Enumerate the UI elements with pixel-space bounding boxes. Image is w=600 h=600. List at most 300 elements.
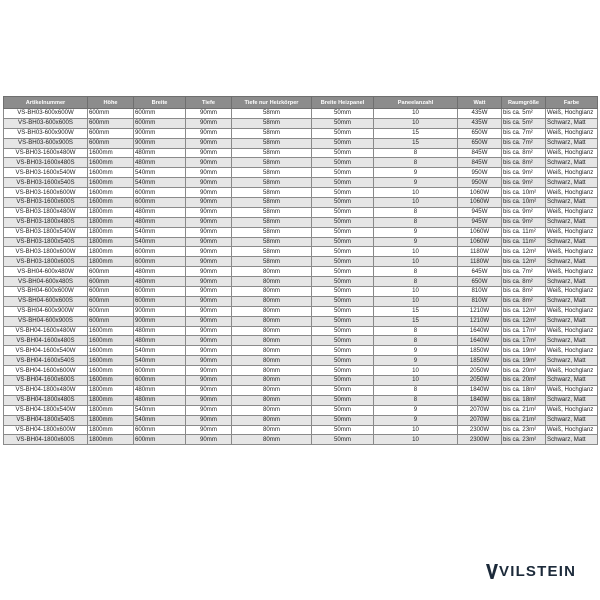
cell-breite: 480mm	[134, 277, 186, 287]
cell-farbe: Weiß, Hochglanz	[546, 168, 598, 178]
cell-artikelnummer: VS-BH04-1800x540W	[4, 405, 88, 415]
cell-paneelanzahl: 10	[374, 198, 458, 208]
cell-raumgroesse: bis ca. 10m²	[502, 198, 546, 208]
logo-wordmark: VILSTEIN	[499, 563, 577, 580]
cell-raumgroesse: bis ca. 12m²	[502, 306, 546, 316]
table-row	[4, 128, 598, 138]
cell-raumgroesse: bis ca. 11m²	[502, 227, 546, 237]
cell-raumgroesse: bis ca. 20m²	[502, 366, 546, 376]
cell-hoehe: 600mm	[88, 296, 134, 306]
table-row	[4, 257, 598, 267]
cell-breite: 540mm	[134, 178, 186, 188]
cell-paneelanzahl: 10	[374, 296, 458, 306]
cell-breite: 900mm	[134, 138, 186, 148]
cell-artikelnummer: VS-BH04-1800x540S	[4, 415, 88, 425]
cell-raumgroesse: bis ca. 20m²	[502, 376, 546, 386]
cell-farbe: Schwarz, Matt	[546, 316, 598, 326]
cell-watt: 2070W	[458, 415, 502, 425]
cell-paneelanzahl: 9	[374, 178, 458, 188]
cell-hoehe: 1800mm	[88, 227, 134, 237]
header-tiefe: Tiefe	[186, 97, 232, 109]
cell-farbe: Weiß, Hochglanz	[546, 267, 598, 277]
cell-tiefe-heizkoerper: 58mm	[232, 198, 312, 208]
product-spec-table	[3, 96, 598, 445]
cell-tiefe-heizkoerper: 80mm	[232, 395, 312, 405]
header-hoehe: Höhe	[88, 97, 134, 109]
cell-breite-heizpanel: 50mm	[312, 425, 374, 435]
cell-tiefe: 90mm	[186, 158, 232, 168]
cell-raumgroesse: bis ca. 23m²	[502, 435, 546, 445]
cell-watt: 645W	[458, 267, 502, 277]
cell-raumgroesse: bis ca. 19m²	[502, 356, 546, 366]
table-row	[4, 415, 598, 425]
cell-farbe: Weiß, Hochglanz	[546, 366, 598, 376]
cell-hoehe: 1800mm	[88, 237, 134, 247]
cell-farbe: Weiß, Hochglanz	[546, 207, 598, 217]
cell-breite: 600mm	[134, 198, 186, 208]
cell-tiefe-heizkoerper: 58mm	[232, 237, 312, 247]
table-row	[4, 366, 598, 376]
cell-watt: 945W	[458, 207, 502, 217]
cell-watt: 2300W	[458, 435, 502, 445]
cell-paneelanzahl: 8	[374, 148, 458, 158]
cell-breite: 540mm	[134, 415, 186, 425]
table-row	[4, 405, 598, 415]
cell-breite-heizpanel: 50mm	[312, 257, 374, 267]
cell-raumgroesse: bis ca. 7m²	[502, 138, 546, 148]
table-row	[4, 178, 598, 188]
cell-raumgroesse: bis ca. 23m²	[502, 425, 546, 435]
cell-farbe: Schwarz, Matt	[546, 336, 598, 346]
cell-paneelanzahl: 10	[374, 257, 458, 267]
cell-paneelanzahl: 8	[374, 395, 458, 405]
cell-farbe: Weiß, Hochglanz	[546, 227, 598, 237]
cell-farbe: Schwarz, Matt	[546, 395, 598, 405]
cell-breite-heizpanel: 50mm	[312, 217, 374, 227]
cell-raumgroesse: bis ca. 11m²	[502, 237, 546, 247]
cell-tiefe-heizkoerper: 80mm	[232, 326, 312, 336]
cell-breite-heizpanel: 50mm	[312, 138, 374, 148]
cell-paneelanzahl: 15	[374, 128, 458, 138]
cell-hoehe: 1800mm	[88, 247, 134, 257]
cell-tiefe: 90mm	[186, 148, 232, 158]
cell-farbe: Weiß, Hochglanz	[546, 385, 598, 395]
cell-paneelanzahl: 8	[374, 326, 458, 336]
cell-paneelanzahl: 10	[374, 188, 458, 198]
cell-hoehe: 1800mm	[88, 385, 134, 395]
cell-tiefe-heizkoerper: 58mm	[232, 217, 312, 227]
cell-breite: 900mm	[134, 316, 186, 326]
cell-breite-heizpanel: 50mm	[312, 178, 374, 188]
cell-artikelnummer: VS-BH03-1600x540W	[4, 168, 88, 178]
cell-hoehe: 600mm	[88, 267, 134, 277]
cell-breite-heizpanel: 50mm	[312, 198, 374, 208]
cell-breite-heizpanel: 50mm	[312, 148, 374, 158]
header-breite: Breite	[134, 97, 186, 109]
cell-watt: 1210W	[458, 306, 502, 316]
cell-raumgroesse: bis ca. 21m²	[502, 415, 546, 425]
cell-breite-heizpanel: 50mm	[312, 385, 374, 395]
table-row	[4, 306, 598, 316]
cell-paneelanzahl: 10	[374, 425, 458, 435]
cell-tiefe: 90mm	[186, 376, 232, 386]
cell-breite: 480mm	[134, 326, 186, 336]
cell-watt: 2050W	[458, 366, 502, 376]
cell-farbe: Schwarz, Matt	[546, 376, 598, 386]
cell-hoehe: 1600mm	[88, 148, 134, 158]
cell-hoehe: 1600mm	[88, 366, 134, 376]
cell-breite: 480mm	[134, 395, 186, 405]
table-row	[4, 346, 598, 356]
cell-artikelnummer: VS-BH04-600x600W	[4, 287, 88, 297]
table-row	[4, 435, 598, 445]
cell-breite: 540mm	[134, 227, 186, 237]
cell-breite: 600mm	[134, 247, 186, 257]
cell-farbe: Schwarz, Matt	[546, 435, 598, 445]
cell-artikelnummer: VS-BH03-1600x600S	[4, 198, 88, 208]
cell-breite: 900mm	[134, 128, 186, 138]
cell-raumgroesse: bis ca. 19m²	[502, 346, 546, 356]
cell-watt: 1060W	[458, 237, 502, 247]
cell-hoehe: 1600mm	[88, 326, 134, 336]
cell-hoehe: 1800mm	[88, 405, 134, 415]
cell-tiefe: 90mm	[186, 118, 232, 128]
cell-hoehe: 600mm	[88, 316, 134, 326]
cell-farbe: Schwarz, Matt	[546, 257, 598, 267]
cell-hoehe: 1800mm	[88, 395, 134, 405]
cell-breite-heizpanel: 50mm	[312, 168, 374, 178]
cell-tiefe-heizkoerper: 80mm	[232, 356, 312, 366]
cell-watt: 435W	[458, 118, 502, 128]
cell-raumgroesse: bis ca. 8m²	[502, 158, 546, 168]
cell-breite: 600mm	[134, 296, 186, 306]
table-row	[4, 237, 598, 247]
cell-breite: 540mm	[134, 168, 186, 178]
table-row	[4, 109, 598, 119]
cell-artikelnummer: VS-BH03-600x900W	[4, 128, 88, 138]
cell-farbe: Weiß, Hochglanz	[546, 405, 598, 415]
cell-watt: 810W	[458, 287, 502, 297]
cell-raumgroesse: bis ca. 12m²	[502, 257, 546, 267]
cell-paneelanzahl: 9	[374, 237, 458, 247]
header-tiefe-heizkoerper: Tiefe nur Heizkörper	[232, 97, 312, 109]
cell-tiefe: 90mm	[186, 128, 232, 138]
cell-watt: 950W	[458, 168, 502, 178]
cell-tiefe-heizkoerper: 58mm	[232, 138, 312, 148]
cell-breite: 480mm	[134, 217, 186, 227]
cell-farbe: Schwarz, Matt	[546, 138, 598, 148]
cell-tiefe: 90mm	[186, 405, 232, 415]
cell-watt: 2070W	[458, 405, 502, 415]
cell-watt: 945W	[458, 217, 502, 227]
cell-breite-heizpanel: 50mm	[312, 376, 374, 386]
cell-farbe: Weiß, Hochglanz	[546, 247, 598, 257]
cell-breite: 600mm	[134, 188, 186, 198]
cell-breite: 600mm	[134, 109, 186, 119]
cell-tiefe-heizkoerper: 80mm	[232, 366, 312, 376]
cell-paneelanzahl: 10	[374, 376, 458, 386]
cell-paneelanzahl: 10	[374, 118, 458, 128]
table-row	[4, 425, 598, 435]
header-paneelanzahl: Paneelanzahl	[374, 97, 458, 109]
cell-breite: 600mm	[134, 257, 186, 267]
cell-raumgroesse: bis ca. 7m²	[502, 267, 546, 277]
cell-watt: 1210W	[458, 316, 502, 326]
cell-tiefe: 90mm	[186, 306, 232, 316]
header-raumgroesse: Raumgröße	[502, 97, 546, 109]
cell-watt: 650W	[458, 277, 502, 287]
cell-breite: 900mm	[134, 306, 186, 316]
cell-paneelanzahl: 15	[374, 138, 458, 148]
cell-breite-heizpanel: 50mm	[312, 296, 374, 306]
cell-farbe: Weiß, Hochglanz	[546, 306, 598, 316]
cell-artikelnummer: VS-BH04-1800x480S	[4, 395, 88, 405]
cell-farbe: Weiß, Hochglanz	[546, 287, 598, 297]
cell-hoehe: 1600mm	[88, 158, 134, 168]
cell-tiefe: 90mm	[186, 296, 232, 306]
cell-tiefe-heizkoerper: 58mm	[232, 158, 312, 168]
cell-paneelanzahl: 8	[374, 207, 458, 217]
cell-breite-heizpanel: 50mm	[312, 118, 374, 128]
cell-raumgroesse: bis ca. 18m²	[502, 395, 546, 405]
cell-breite: 600mm	[134, 425, 186, 435]
cell-tiefe: 90mm	[186, 425, 232, 435]
cell-hoehe: 1600mm	[88, 198, 134, 208]
cell-paneelanzahl: 9	[374, 415, 458, 425]
cell-artikelnummer: VS-BH03-1600x600W	[4, 188, 88, 198]
cell-breite: 480mm	[134, 148, 186, 158]
table-row	[4, 336, 598, 346]
cell-tiefe-heizkoerper: 80mm	[232, 415, 312, 425]
cell-tiefe-heizkoerper: 80mm	[232, 425, 312, 435]
cell-farbe: Weiß, Hochglanz	[546, 128, 598, 138]
cell-breite-heizpanel: 50mm	[312, 356, 374, 366]
cell-raumgroesse: bis ca. 5m²	[502, 118, 546, 128]
cell-hoehe: 1800mm	[88, 207, 134, 217]
cell-watt: 845W	[458, 148, 502, 158]
cell-hoehe: 1800mm	[88, 435, 134, 445]
cell-watt: 950W	[458, 178, 502, 188]
cell-watt: 1060W	[458, 227, 502, 237]
cell-artikelnummer: VS-BH04-600x600S	[4, 296, 88, 306]
cell-artikelnummer: VS-BH04-1600x600S	[4, 376, 88, 386]
cell-watt: 810W	[458, 296, 502, 306]
cell-paneelanzahl: 9	[374, 168, 458, 178]
cell-artikelnummer: VS-BH03-1600x540S	[4, 178, 88, 188]
table-row	[4, 188, 598, 198]
table-row	[4, 385, 598, 395]
cell-artikelnummer: VS-BH03-1600x480W	[4, 148, 88, 158]
cell-raumgroesse: bis ca. 9m²	[502, 217, 546, 227]
header-watt: Watt	[458, 97, 502, 109]
cell-breite-heizpanel: 50mm	[312, 247, 374, 257]
cell-tiefe: 90mm	[186, 138, 232, 148]
header-farbe: Farbe	[546, 97, 598, 109]
cell-artikelnummer: VS-BH04-600x900S	[4, 316, 88, 326]
cell-artikelnummer: VS-BH03-1800x480W	[4, 207, 88, 217]
cell-farbe: Weiß, Hochglanz	[546, 425, 598, 435]
cell-artikelnummer: VS-BH03-600x900S	[4, 138, 88, 148]
cell-watt: 1180W	[458, 247, 502, 257]
cell-paneelanzahl: 8	[374, 267, 458, 277]
cell-tiefe-heizkoerper: 80mm	[232, 316, 312, 326]
cell-farbe: Schwarz, Matt	[546, 158, 598, 168]
cell-breite: 540mm	[134, 405, 186, 415]
cell-paneelanzahl: 8	[374, 336, 458, 346]
cell-watt: 1060W	[458, 198, 502, 208]
cell-hoehe: 1800mm	[88, 257, 134, 267]
cell-raumgroesse: bis ca. 12m²	[502, 316, 546, 326]
cell-tiefe-heizkoerper: 58mm	[232, 207, 312, 217]
cell-artikelnummer: VS-BH04-1800x480W	[4, 385, 88, 395]
cell-farbe: Schwarz, Matt	[546, 296, 598, 306]
table-row	[4, 168, 598, 178]
cell-hoehe: 1600mm	[88, 188, 134, 198]
cell-hoehe: 1600mm	[88, 168, 134, 178]
cell-artikelnummer: VS-BH04-1800x600S	[4, 435, 88, 445]
table-row	[4, 217, 598, 227]
cell-raumgroesse: bis ca. 5m²	[502, 109, 546, 119]
cell-tiefe: 90mm	[186, 435, 232, 445]
table-row	[4, 376, 598, 386]
cell-raumgroesse: bis ca. 12m²	[502, 247, 546, 257]
cell-tiefe-heizkoerper: 58mm	[232, 148, 312, 158]
cell-tiefe-heizkoerper: 80mm	[232, 405, 312, 415]
cell-hoehe: 600mm	[88, 109, 134, 119]
cell-tiefe-heizkoerper: 80mm	[232, 296, 312, 306]
table-row	[4, 158, 598, 168]
cell-breite-heizpanel: 50mm	[312, 435, 374, 445]
cell-tiefe-heizkoerper: 58mm	[232, 178, 312, 188]
cell-raumgroesse: bis ca. 8m²	[502, 148, 546, 158]
cell-breite-heizpanel: 50mm	[312, 415, 374, 425]
header-artikelnummer: Artikelnummer	[4, 97, 88, 109]
cell-watt: 2300W	[458, 425, 502, 435]
cell-tiefe: 90mm	[186, 237, 232, 247]
cell-watt: 435W	[458, 109, 502, 119]
cell-tiefe: 90mm	[186, 395, 232, 405]
cell-paneelanzahl: 8	[374, 277, 458, 287]
cell-tiefe-heizkoerper: 80mm	[232, 336, 312, 346]
cell-tiefe-heizkoerper: 80mm	[232, 287, 312, 297]
table-row	[4, 296, 598, 306]
cell-paneelanzahl: 10	[374, 247, 458, 257]
cell-breite-heizpanel: 50mm	[312, 316, 374, 326]
table-row	[4, 198, 598, 208]
table-row	[4, 267, 598, 277]
cell-artikelnummer: VS-BH03-600x600W	[4, 109, 88, 119]
cell-breite-heizpanel: 50mm	[312, 109, 374, 119]
table-row	[4, 356, 598, 366]
cell-hoehe: 600mm	[88, 306, 134, 316]
cell-tiefe: 90mm	[186, 287, 232, 297]
table-row	[4, 247, 598, 257]
cell-artikelnummer: VS-BH03-1800x480S	[4, 217, 88, 227]
cell-farbe: Schwarz, Matt	[546, 217, 598, 227]
cell-artikelnummer: VS-BH04-1600x540W	[4, 346, 88, 356]
cell-tiefe: 90mm	[186, 336, 232, 346]
cell-breite: 540mm	[134, 346, 186, 356]
cell-breite: 480mm	[134, 267, 186, 277]
cell-breite-heizpanel: 50mm	[312, 128, 374, 138]
table-row	[4, 148, 598, 158]
table-row	[4, 395, 598, 405]
cell-breite: 600mm	[134, 435, 186, 445]
cell-breite-heizpanel: 50mm	[312, 287, 374, 297]
cell-raumgroesse: bis ca. 9m²	[502, 168, 546, 178]
cell-hoehe: 1800mm	[88, 217, 134, 227]
cell-artikelnummer: VS-BH03-1800x540S	[4, 237, 88, 247]
cell-breite: 480mm	[134, 158, 186, 168]
cell-tiefe: 90mm	[186, 227, 232, 237]
cell-breite-heizpanel: 50mm	[312, 207, 374, 217]
cell-farbe: Schwarz, Matt	[546, 415, 598, 425]
cell-watt: 845W	[458, 158, 502, 168]
cell-tiefe-heizkoerper: 58mm	[232, 257, 312, 267]
cell-watt: 2050W	[458, 376, 502, 386]
cell-tiefe: 90mm	[186, 356, 232, 366]
table-header-row	[4, 97, 598, 109]
cell-breite: 480mm	[134, 385, 186, 395]
cell-hoehe: 1600mm	[88, 336, 134, 346]
cell-breite: 600mm	[134, 118, 186, 128]
cell-raumgroesse: bis ca. 18m²	[502, 385, 546, 395]
cell-artikelnummer: VS-BH04-1600x540S	[4, 356, 88, 366]
cell-tiefe: 90mm	[186, 109, 232, 119]
table-row	[4, 138, 598, 148]
cell-breite: 540mm	[134, 356, 186, 366]
cell-artikelnummer: VS-BH03-1800x600W	[4, 247, 88, 257]
cell-artikelnummer: VS-BH04-1600x600W	[4, 366, 88, 376]
cell-watt: 1640W	[458, 336, 502, 346]
cell-tiefe-heizkoerper: 58mm	[232, 188, 312, 198]
cell-tiefe: 90mm	[186, 366, 232, 376]
cell-tiefe-heizkoerper: 80mm	[232, 385, 312, 395]
cell-tiefe: 90mm	[186, 415, 232, 425]
table-row	[4, 118, 598, 128]
cell-watt: 1180W	[458, 257, 502, 267]
table-row	[4, 227, 598, 237]
cell-raumgroesse: bis ca. 21m²	[502, 405, 546, 415]
cell-hoehe: 600mm	[88, 118, 134, 128]
vilstein-v-logo-icon	[486, 564, 498, 579]
cell-farbe: Weiß, Hochglanz	[546, 346, 598, 356]
cell-tiefe: 90mm	[186, 247, 232, 257]
cell-tiefe: 90mm	[186, 267, 232, 277]
cell-raumgroesse: bis ca. 9m²	[502, 207, 546, 217]
cell-tiefe: 90mm	[186, 178, 232, 188]
cell-raumgroesse: bis ca. 9m²	[502, 178, 546, 188]
cell-breite-heizpanel: 50mm	[312, 237, 374, 247]
table-row	[4, 207, 598, 217]
cell-tiefe: 90mm	[186, 168, 232, 178]
cell-paneelanzahl: 8	[374, 158, 458, 168]
cell-paneelanzahl: 8	[374, 385, 458, 395]
cell-tiefe-heizkoerper: 80mm	[232, 267, 312, 277]
cell-breite-heizpanel: 50mm	[312, 366, 374, 376]
cell-paneelanzahl: 15	[374, 306, 458, 316]
cell-artikelnummer: VS-BH03-1800x600S	[4, 257, 88, 267]
cell-farbe: Weiß, Hochglanz	[546, 109, 598, 119]
cell-tiefe: 90mm	[186, 326, 232, 336]
cell-paneelanzahl: 10	[374, 287, 458, 297]
vilstein-logo	[486, 563, 586, 581]
cell-watt: 1850W	[458, 346, 502, 356]
cell-farbe: Weiß, Hochglanz	[546, 188, 598, 198]
cell-breite-heizpanel: 50mm	[312, 326, 374, 336]
cell-farbe: Schwarz, Matt	[546, 277, 598, 287]
cell-paneelanzahl: 9	[374, 227, 458, 237]
